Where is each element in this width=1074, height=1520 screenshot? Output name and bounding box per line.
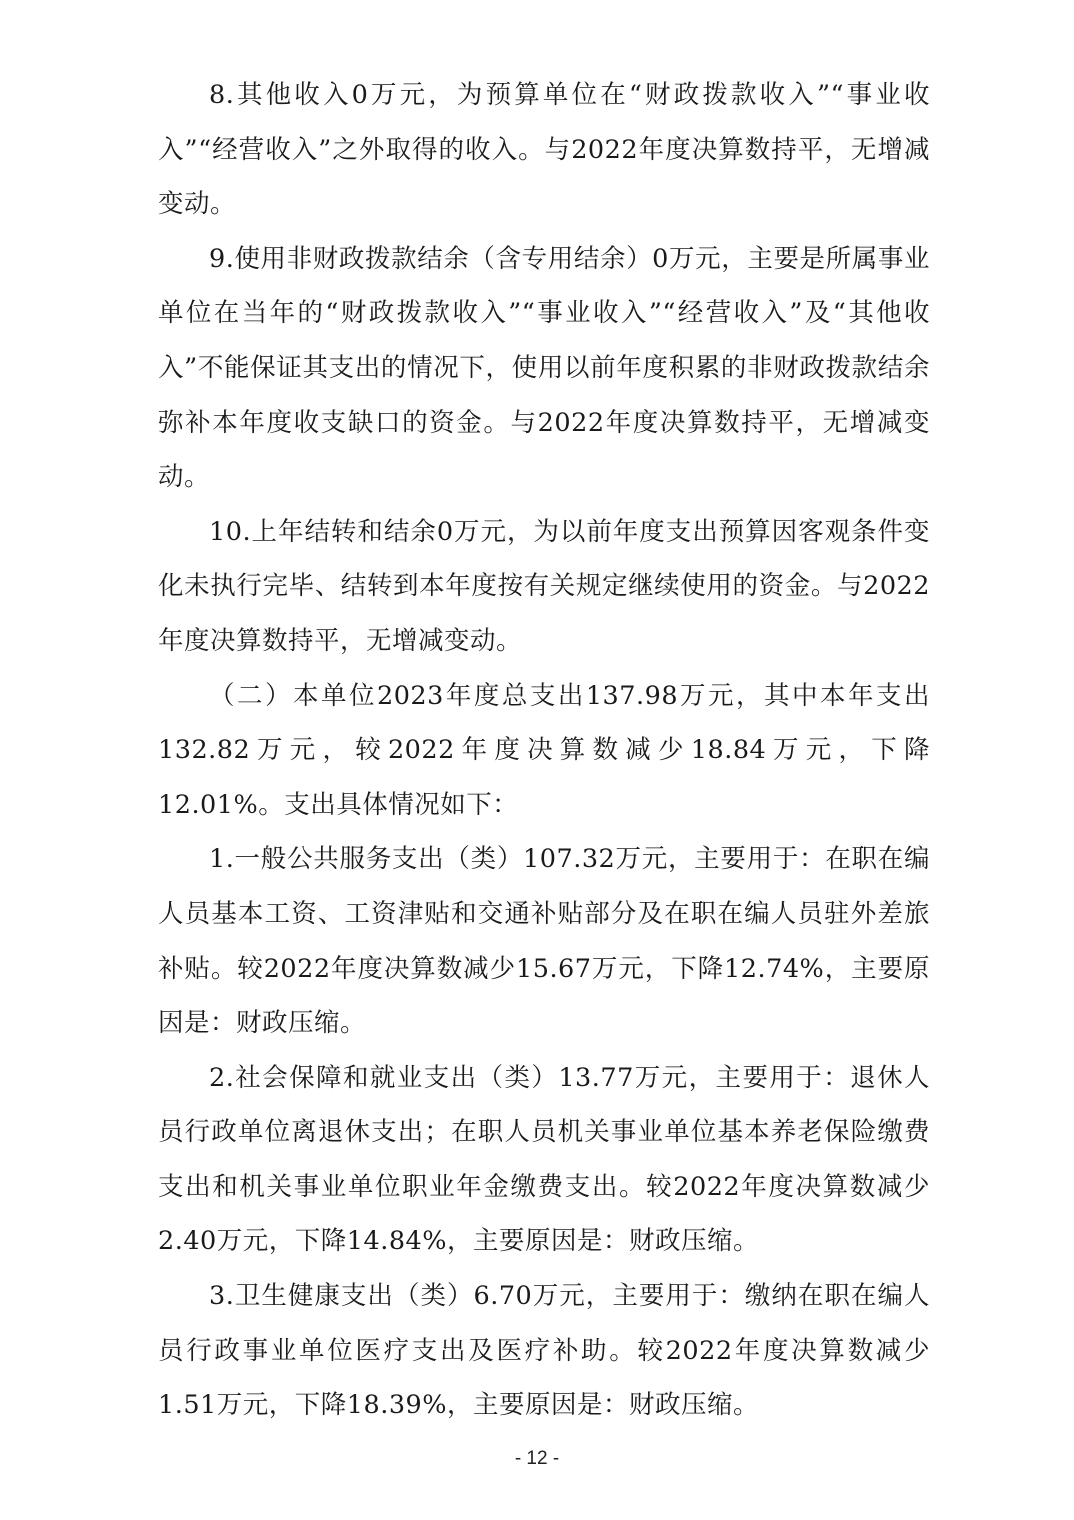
page-number: - 12 -: [514, 1448, 560, 1469]
paragraph-general-public-services: 1.一般公共服务支出（类）107.32万元，主要用于：在职在编人员基本工资、工资津贴和交通补贴部分及在职在编人员驻外差旅补贴。较2022年度决算数减少15.67万元，下降12.74%，主要原因是：财政压缩。: [158, 844, 930, 1039]
paragraph-health: 3.卫生健康支出（类）6.70万元，主要用于：缴纳在职在编人员行政事业单位医疗支出及医疗补助。较2022年度决算数减少1.51万元，下降18.39%，主要原因是：财政压缩。: [158, 1281, 930, 1421]
document-body: [158, 68, 930, 1433]
paragraph-carryover: 10.上年结转和结余0万元，为以前年度支出预算因客观条件变化未执行完毕、结转到本年度按有关规定继续使用的资金。与2022年度决算数持平，无增减变动。: [158, 516, 930, 656]
paragraph-non-fiscal-surplus: 9.使用非财政拨款结余（含专用结余）0万元，主要是所属事业单位在当年的“财政拨款收入”“事业收入”“经营收入”及“其他收入”不能保证其支出的情况下，使用以前年度积累的非财政拨款结余弥补本年度收支缺口的资金。与2022年度决算数持平，无增减变动。: [158, 243, 930, 493]
paragraph-social-security: 2.社会保障和就业支出（类）13.77万元，主要用于：退休人员行政单位离退休支出；在职人员机关事业单位基本养老保险缴费支出和机关事业单位职业年金缴费支出。较2022年度决算数减少2.40万元，下降14.84%，主要原因是：财政压缩。: [158, 1062, 930, 1257]
paragraph-other-income: 8.其他收入0万元，为预算单位在“财政拨款收入”“事业收入”“经营收入”之外取得的收入。与2022年度决算数持平，无增减变动。: [158, 80, 930, 220]
paragraph-total-expenditure: （二）本单位2023年度总支出137.98万元，其中本年支出132.82万元，较2022年度决算数减少18.84万元，下降12.01%。支出具体情况如下：: [158, 680, 930, 820]
